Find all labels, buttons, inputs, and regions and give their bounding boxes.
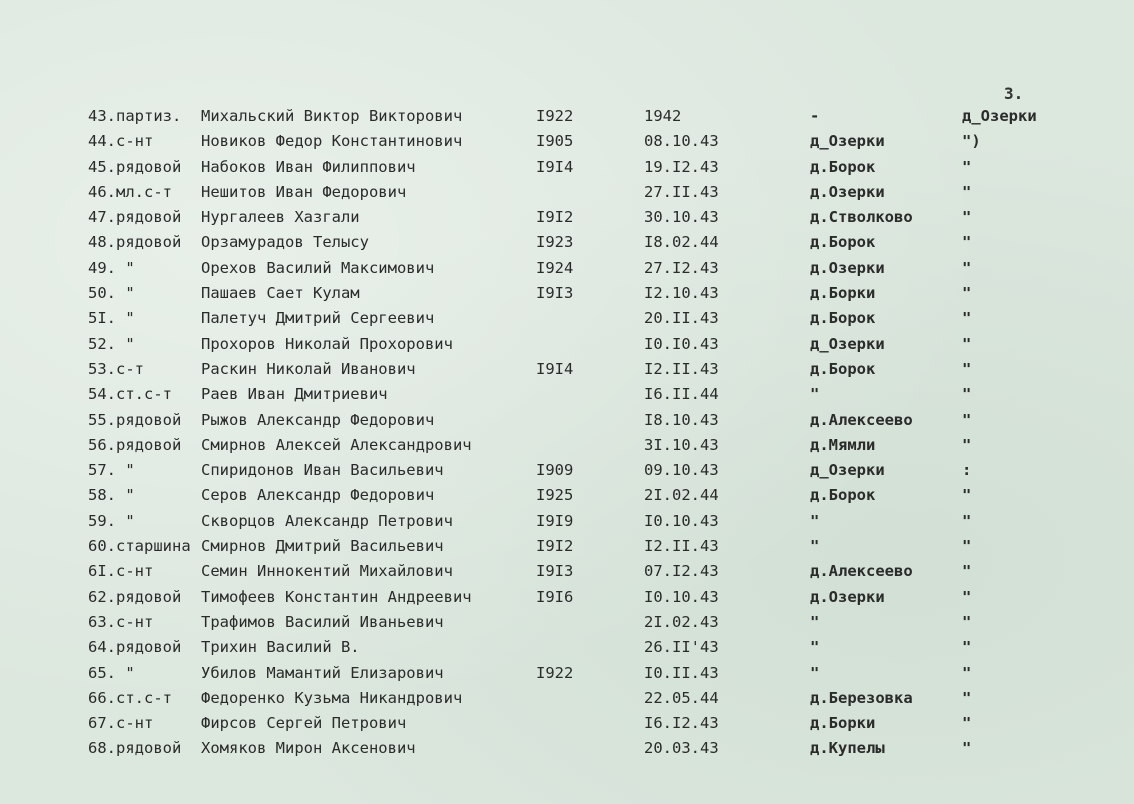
list-item [0,635,1134,660]
list-item [0,534,1134,559]
person-name: Раев Иван Дмитриевич [201,385,388,404]
ditto-mark: : [962,461,972,480]
rank-number: 46.мл.с-т [88,182,172,201]
burial-place: д.Купелы [810,739,885,758]
rank-number: 54.ст.с-т [88,385,172,404]
list-item [0,433,1134,458]
birth-year: I922 [536,107,574,125]
list-item [0,230,1134,255]
person-name: Серов Александр Федорович [201,486,435,505]
death-date: 20.II.43 [644,309,719,328]
ditto-mark: " [962,537,972,556]
ditto-mark: " [962,157,972,176]
ditto-mark: д_Озерки [962,107,1037,125]
ditto-mark: " [962,612,972,631]
burial-place: д_Озерки [810,334,885,353]
rank-number: 65. " [88,663,135,682]
ditto-mark: " [962,309,972,328]
person-name: Набоков Иван Филиппович [201,157,416,176]
death-date: I2.II.43 [644,537,719,556]
burial-place: д.Борки [810,714,876,733]
burial-place: д.Борки [810,284,876,303]
rank-number: 52. " [88,334,135,353]
burial-place: д.Мямли [810,435,876,454]
rank-number: 47.рядовой [88,208,182,227]
burial-place: " [810,511,820,530]
burial-place: " [810,638,820,657]
list-item [0,585,1134,610]
ditto-mark: ") [962,132,981,151]
list-item [0,483,1134,508]
burial-place: д.Алексеево [810,562,913,581]
list-item [0,306,1134,331]
rank-number: 6I.с-нт [88,562,154,581]
birth-year: I909 [536,461,574,480]
list-item [0,610,1134,635]
burial-place: " [810,612,820,631]
rank-number: 62.рядовой [88,587,182,606]
birth-year: I925 [536,486,574,505]
list-item [0,686,1134,711]
rank-number: 67.с-нт [88,714,154,733]
death-date: I8.10.43 [644,410,719,429]
list-item [0,104,1134,129]
birth-year: I9I3 [536,284,574,303]
birth-year: I9I2 [536,208,574,227]
list-item [0,382,1134,407]
death-date: 2I.02.44 [644,486,719,505]
rank-number: 59. " [88,511,135,530]
ditto-mark: " [962,688,972,707]
rank-number: 66.ст.с-т [88,688,172,707]
death-date: 3I.10.43 [644,435,719,454]
death-date: I0.I0.43 [644,334,719,353]
ditto-mark: " [962,435,972,454]
list-item [0,155,1134,180]
birth-year: I9I4 [536,359,574,378]
person-name: Палетуч Дмитрий Сергеевич [201,309,435,328]
ditto-mark: " [962,359,972,378]
ditto-mark: " [962,511,972,530]
death-date: I0.10.43 [644,511,719,530]
person-name: Нешитов Иван Федорович [201,182,407,201]
rank-number: 53.с-т [88,359,144,378]
rank-number: 43.партиз. [88,107,182,125]
rank-number: 50. " [88,284,135,303]
person-name: Трафимов Василий Иваньевич [201,612,444,631]
burial-place: д.Озерки [810,587,885,606]
ditto-mark: " [962,233,972,252]
death-date: 2I.02.43 [644,612,719,631]
burial-place: д_Озерки [810,461,885,480]
burial-place: д.Стволково [810,208,913,227]
death-date: 19.I2.43 [644,157,719,176]
rank-number: 57. " [88,461,135,480]
person-name: Михальский Виктор Викторович [201,107,463,125]
burial-place: " [810,663,820,682]
list-item [0,357,1134,382]
death-date: 22.05.44 [644,688,719,707]
burial-place: д.Борок [810,359,876,378]
burial-place: д.Озерки [810,258,885,277]
rank-number: 5I. " [88,309,135,328]
burial-place: д.Борок [810,233,876,252]
birth-year: I9I4 [536,157,574,176]
birth-year: I9I9 [536,511,574,530]
person-name: Федоренко Кузьма Никандрович [201,688,463,707]
burial-place: д.Борок [810,309,876,328]
death-date: 20.03.43 [644,739,719,758]
person-name: Семин Иннокентий Михайлович [201,562,453,581]
burial-place: д.Алексеево [810,410,913,429]
burial-place: д.Березовка [810,688,913,707]
list-item [0,332,1134,357]
death-date: 27.II.43 [644,182,719,201]
ditto-mark: " [962,258,972,277]
person-name: Рыжов Александр Федорович [201,410,435,429]
roster-list [0,104,1134,762]
list-item [0,559,1134,584]
ditto-mark: " [962,385,972,404]
ditto-mark: " [962,486,972,505]
death-date: 27.I2.43 [644,258,719,277]
ditto-mark: " [962,284,972,303]
rank-number: 64.рядовой [88,638,182,657]
birth-year: I9I3 [536,562,574,581]
list-item [0,180,1134,205]
person-name: Нургалеев Хазгали [201,208,360,227]
ditto-mark: " [962,410,972,429]
ditto-mark: " [962,587,972,606]
rank-number: 58. " [88,486,135,505]
person-name: Тимофеев Константин Андреевич [201,587,472,606]
person-name: Орехов Василий Максимович [201,258,435,277]
person-name: Раскин Николай Иванович [201,359,416,378]
list-item [0,256,1134,281]
list-item [0,661,1134,686]
person-name: Скворцов Александр Петрович [201,511,453,530]
burial-place: " [810,385,820,404]
rank-number: 68.рядовой [88,739,182,758]
rank-number: 63.с-нт [88,612,154,631]
burial-place: д.Борок [810,486,876,505]
ditto-mark: " [962,562,972,581]
ditto-mark: " [962,334,972,353]
burial-place: " [810,537,820,556]
list-item [0,458,1134,483]
death-date: I6.II.44 [644,385,719,404]
death-date: 1942 [644,107,682,125]
list-item [0,711,1134,736]
death-date: I0.10.43 [644,587,719,606]
person-name: Хомяков Мирон Аксенович [201,739,416,758]
list-item [0,129,1134,154]
death-date: 08.10.43 [644,132,719,151]
page-number: 3. [1004,84,1024,103]
burial-place: д_Озерки [810,132,885,151]
rank-number: 55.рядовой [88,410,182,429]
rank-number: 49. " [88,258,135,277]
list-item [0,509,1134,534]
person-name: Убилов Мамантий Елизарович [201,663,444,682]
person-name: Пашаев Сает Кулам [201,284,360,303]
person-name: Трихин Василий В. [201,638,360,657]
death-date: I2.II.43 [644,359,719,378]
list-item [0,408,1134,433]
death-date: 26.II'43 [644,638,719,657]
rank-number: 48.рядовой [88,233,182,252]
person-name: Прохоров Николай Прохорович [201,334,453,353]
death-date: I6.I2.43 [644,714,719,733]
birth-year: I9I6 [536,587,574,606]
birth-year: I923 [536,233,574,252]
burial-place: д.Борок [810,157,876,176]
person-name: Смирнов Алексей Александрович [201,435,472,454]
birth-year: I905 [536,132,574,151]
list-item [0,205,1134,230]
death-date: I8.02.44 [644,233,719,252]
list-item [0,281,1134,306]
person-name: Орзамурадов Телысу [201,233,369,252]
death-date: 07.I2.43 [644,562,719,581]
birth-year: I924 [536,258,574,277]
person-name: Новиков Федор Константинович [201,132,463,151]
rank-number: 56.рядовой [88,435,182,454]
ditto-mark: " [962,182,972,201]
birth-year: I922 [536,663,574,682]
rank-number: 60.старшина [88,537,191,556]
death-date: 09.10.43 [644,461,719,480]
person-name: Фирсов Сергей Петрович [201,714,407,733]
ditto-mark: " [962,739,972,758]
ditto-mark: " [962,714,972,733]
death-date: I2.10.43 [644,284,719,303]
birth-year: I9I2 [536,537,574,556]
ditto-mark: " [962,638,972,657]
person-name: Смирнов Дмитрий Васильевич [201,537,444,556]
person-name: Спиридонов Иван Васильевич [201,461,444,480]
list-item [0,736,1134,761]
burial-place: - [810,107,820,125]
rank-number: 44.с-нт [88,132,154,151]
death-date: I0.II.43 [644,663,719,682]
rank-number: 45.рядовой [88,157,182,176]
death-date: 30.10.43 [644,208,719,227]
ditto-mark: " [962,208,972,227]
ditto-mark: " [962,663,972,682]
burial-place: д.Озерки [810,182,885,201]
